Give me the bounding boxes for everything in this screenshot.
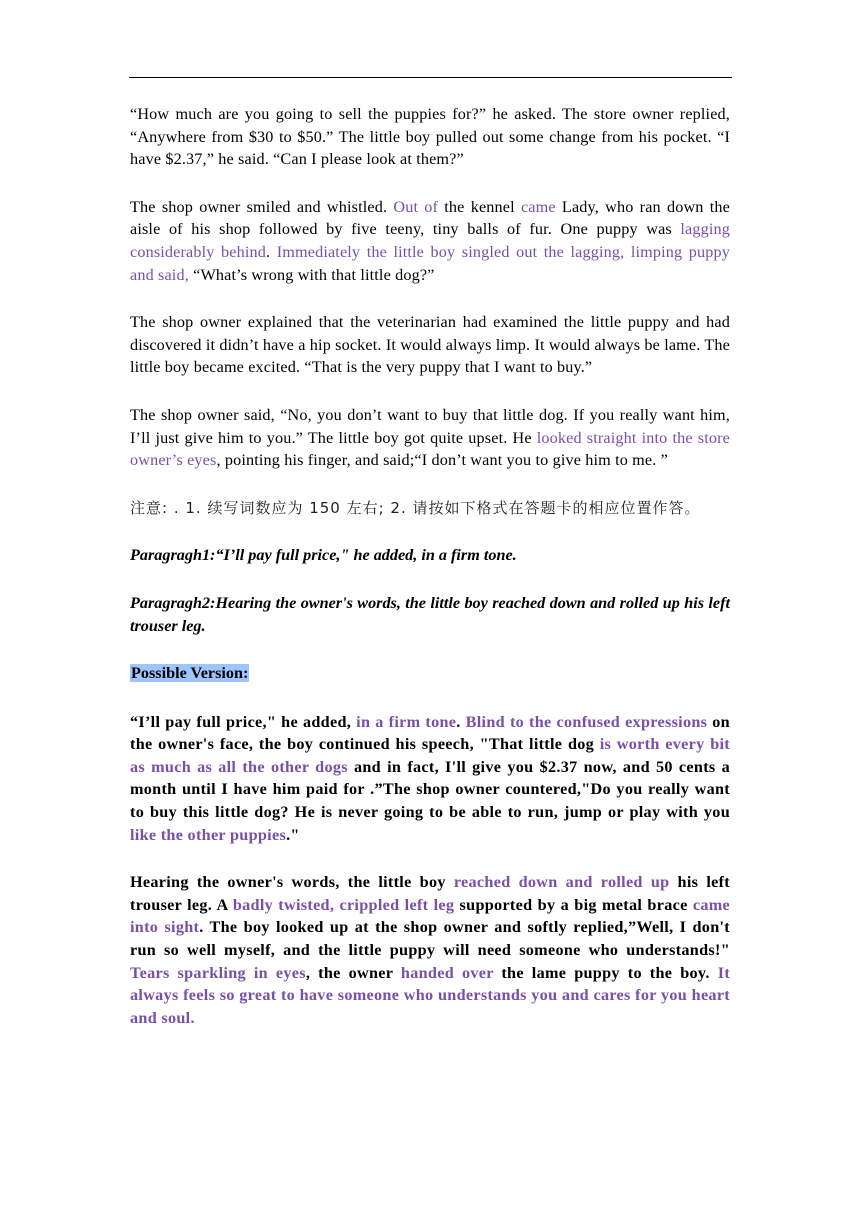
story-text: The shop owner said, “No, you don’t want to buy that little dog. If you really want him, I’ll just give him to you.” The little boy got quite upset. He (130, 405, 730, 447)
highlighted-phrase: in a firm tone (356, 712, 457, 731)
story-paragraph-2 (130, 196, 730, 286)
paragraph-1-prompt: Paragragh1:“I’ll pay full price," he added, in a firm tone. (130, 546, 517, 565)
highlighted-phrase: is worth every bit as much as all the other dogs (130, 735, 730, 776)
highlighted-phrase: looked straight into the store owner’s eyes (130, 428, 730, 470)
story-text: , pointing his finger, and said;“I don’t want you to give him to me. ” (216, 451, 668, 470)
answer-text: supported by a big metal brace (454, 895, 693, 914)
paragraph-2-prompt: Paragragh2:Hearing the owner's words, the little boy reached down and rolled up his left trouser leg. (130, 593, 730, 635)
story-text: The shop owner explained that the veterinarian had examined the little puppy and had discovered it didn’t have a hip socket. It would always limp. It would always be lame. The little boy became excited. “That is the very puppy that I want to buy.” (130, 313, 730, 377)
highlighted-phrase: came (520, 197, 556, 216)
highlighted-phrase: Tears sparkling in eyes (130, 963, 306, 982)
answer-text: his left trouser leg. A (130, 873, 730, 914)
story-text: Lady, who ran down the aisle of his shop followed by five teeny, tiny balls of fur. One puppy was (130, 197, 730, 239)
highlighted-phrase: reached down and rolled up (453, 873, 670, 892)
highlighted-phrase: Blind to the confused expressions (465, 712, 708, 731)
story-paragraph-1 (130, 103, 730, 171)
header-rule (129, 77, 732, 78)
story-text: “What’s wrong with that little dog?” (188, 265, 435, 284)
answer-text: on the owner's face, the boy continued his speech, "That little dog (130, 712, 730, 754)
highlighted-phrase: came into sight (130, 895, 730, 937)
answer-section (130, 711, 730, 1030)
story-section (130, 103, 730, 472)
possible-version-heading (130, 662, 730, 685)
answer-paragraph-2 (130, 871, 730, 1029)
highlighted-phrase: handed over (400, 963, 494, 982)
answer-text: the lame puppy to the boy. (493, 963, 718, 982)
answer-text: and in fact, I'll give you $2.37 now, and 50 cents a month until I have him paid for .”The shop owner countered,"Do you really want to buy this little dog? He is never going to be able to run, jump or play with you (130, 757, 731, 822)
answer-text: , the owner (305, 963, 401, 982)
story-paragraph-3 (130, 311, 730, 379)
story-text: . (266, 242, 277, 261)
document-body (130, 103, 730, 1054)
answer-text: “I’ll pay full price," he added, (130, 712, 357, 731)
instructions-note: 注意: . 1. 续写词数应为 150 左右; 2. 请按如下格式在答题卡的相应位置作答。 (130, 498, 701, 517)
story-paragraph-4 (130, 404, 730, 472)
answer-text: . The boy looked up at the shop owner and softly replied,”Well, I don't run so well myself, and the little puppy will need someone who understands!" (130, 918, 730, 960)
highlighted-phrase: Out of (393, 197, 439, 216)
possible-version-label: Possible Version: (131, 664, 249, 683)
highlighted-phrase: Immediately the little boy singled out the lagging, limping puppy and said, (130, 242, 730, 284)
answer-text: ." (286, 825, 300, 844)
answer-text: Hearing the owner's words, the little boy (130, 873, 454, 892)
story-text: the kennel (438, 197, 521, 216)
highlighted-phrase: It always feels so great to have someone who understands you and cares for you heart and soul. (130, 963, 731, 1027)
highlighted-phrase: lagging considerably behind (130, 220, 730, 261)
story-text: The shop owner smiled and whistled. (130, 197, 394, 216)
highlighted-phrase: like the other puppies (130, 825, 287, 844)
answer-text: . (456, 712, 466, 731)
highlighted-phrase: badly twisted, crippled left leg (232, 895, 455, 914)
story-text: “How much are you going to sell the puppies for?” he asked. The store owner replied, “Anywhere from $30 to $50.” The little boy pulled out some change from his pocket. “I have $2.37,” he said. “Can I please look at them?” (130, 105, 730, 169)
answer-paragraph-1 (130, 711, 730, 847)
